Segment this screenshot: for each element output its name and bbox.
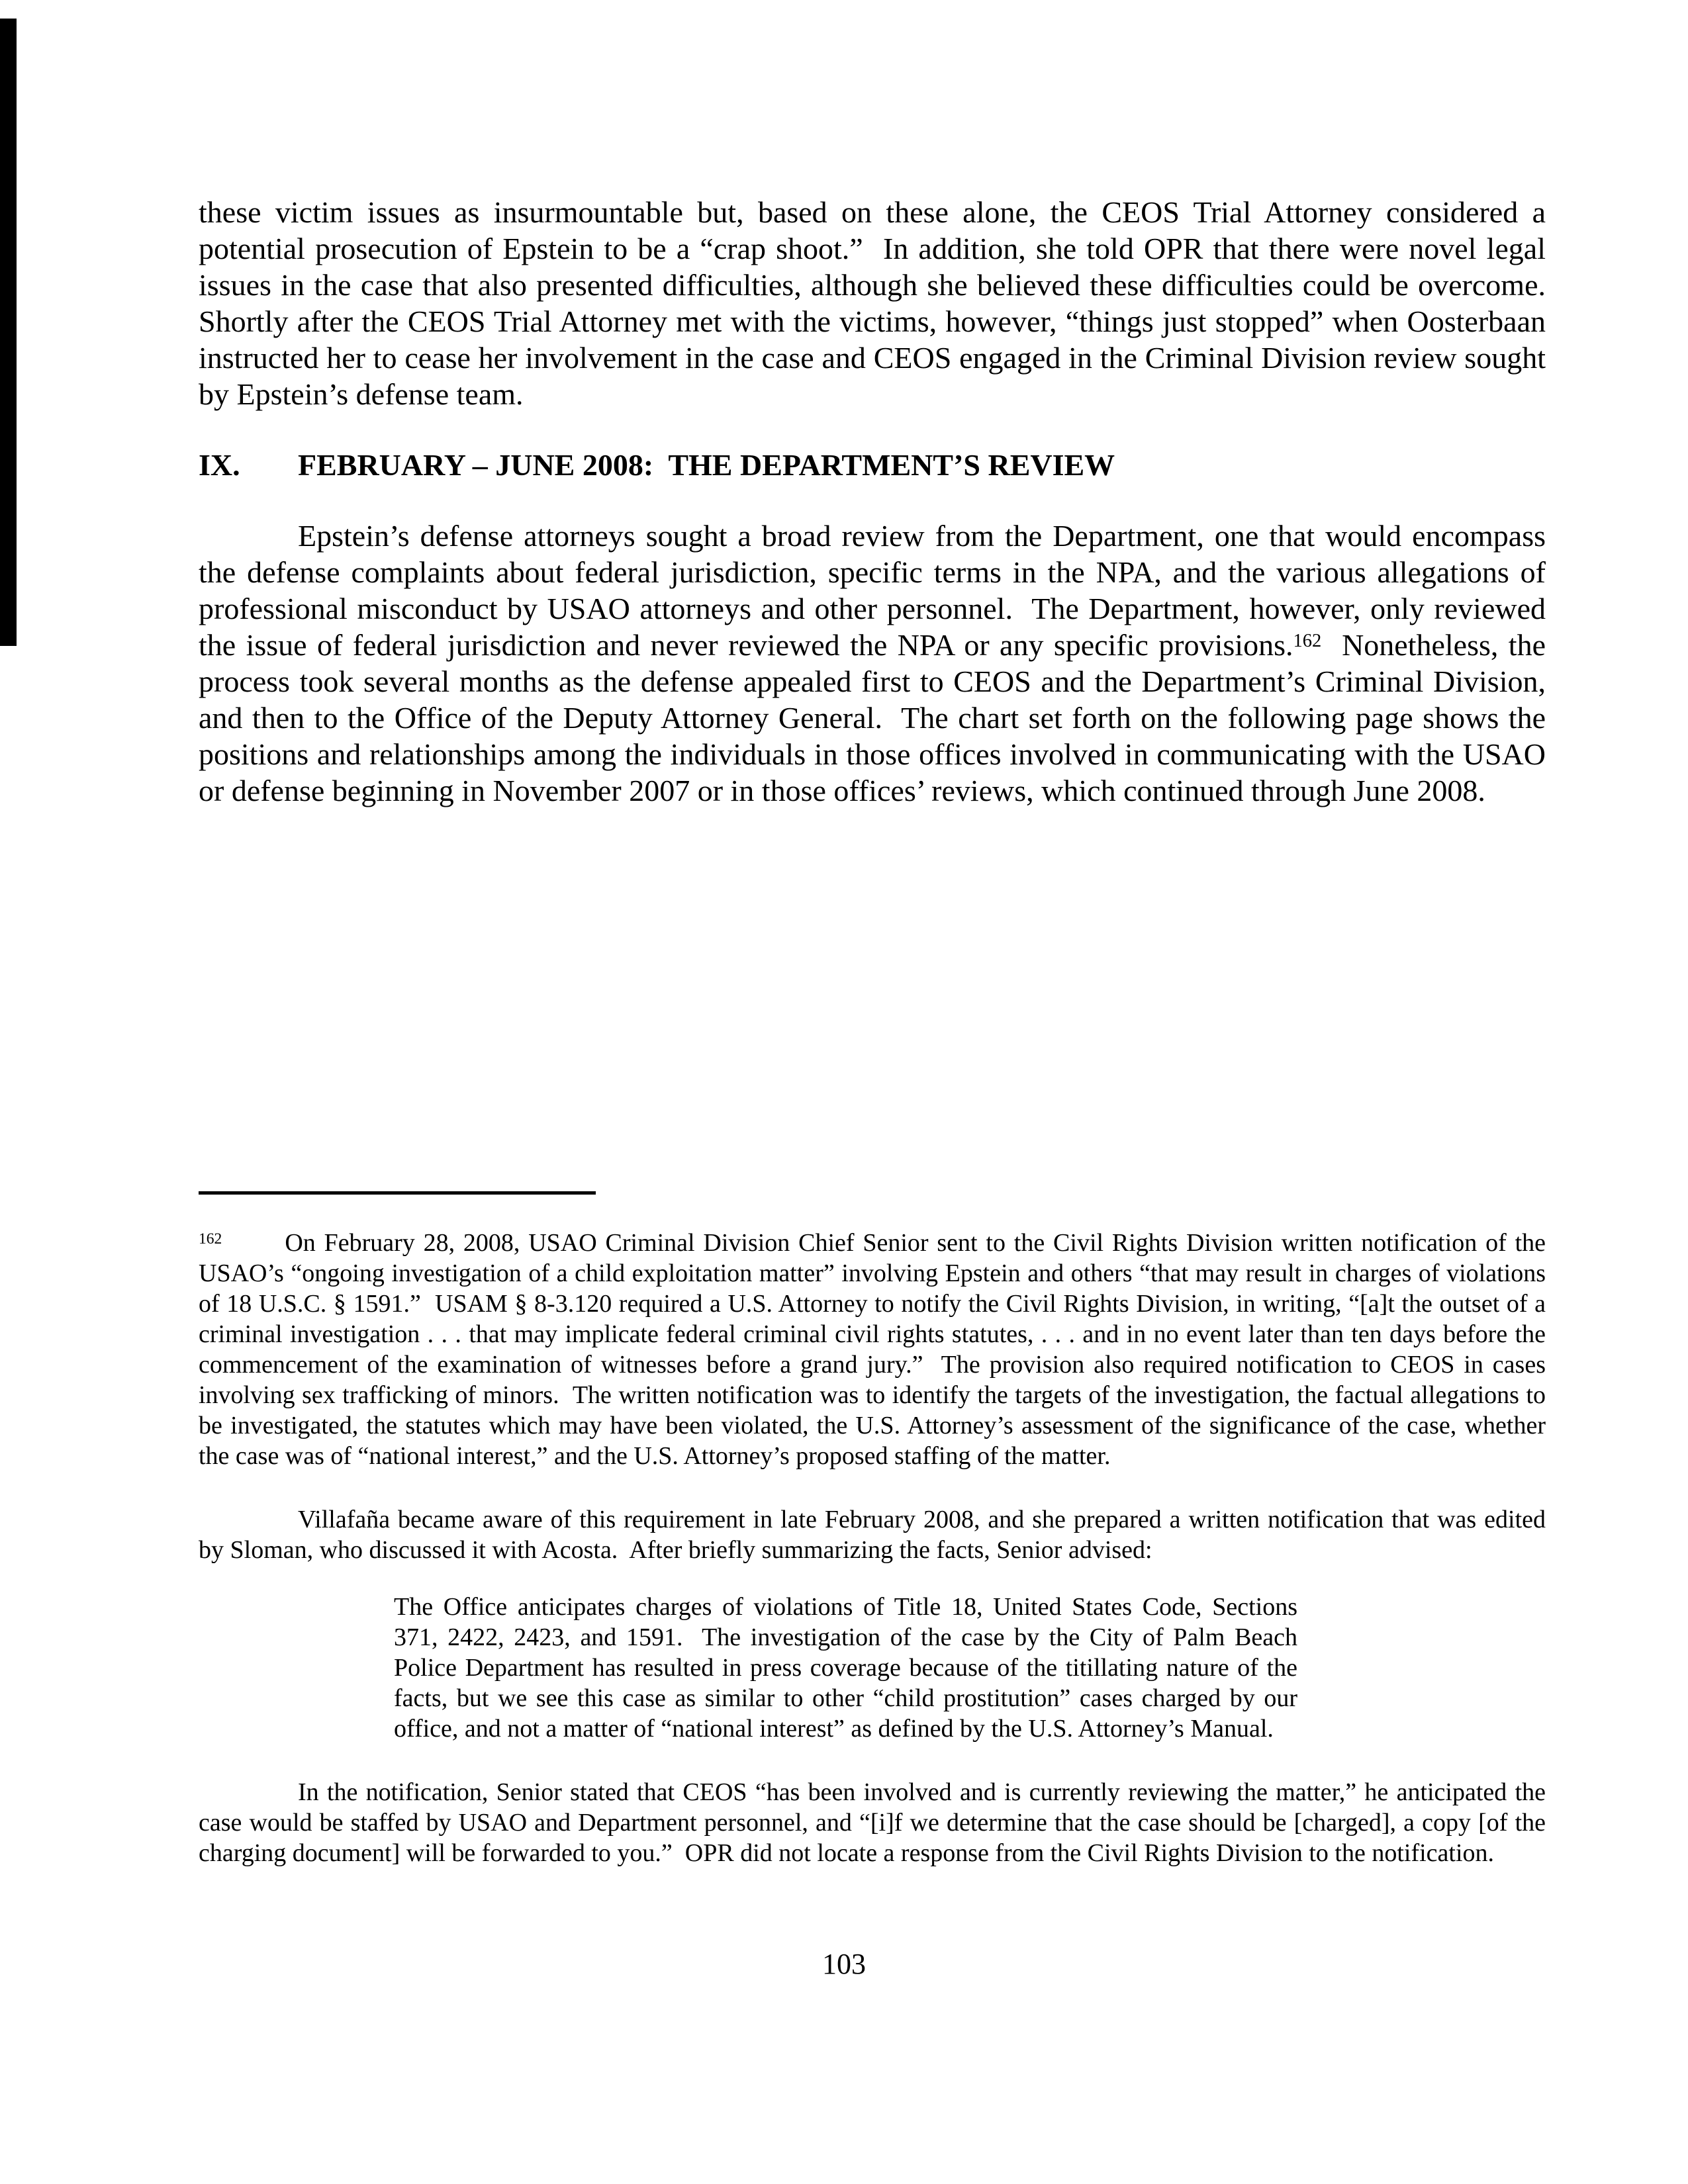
footnote-reference-162: 162 xyxy=(1293,631,1322,652)
footnote-162-paragraph-1 xyxy=(199,1228,1552,1471)
footnote-162-text: On February 28, 2008, USAO Criminal Division Chief Senior sent to the Civil Rights Division written notification of the USAO’s “ongoing investigation of a child exploitation matter” involving Epstein and others “that may result in charges of violations of 18 U.S.C. § 1591.” USAM § 8-3.120 required a U.S. Attorney to notify the Civil Rights Division, in writing, “[a]t the outset of a criminal investigation . . . that may implicate federal criminal civil rights statutes, . . . and in no event later than ten days before the commencement of the examination of witnesses before a grand jury.” The provision also required notification to CEOS in cases involving sex trafficking of minors. The written notification was to identify the targets of the investigation, the factual allegations to be investigated, the statutes which may have been violated, the U.S. Attorney’s assessment of the significance of the case, whether the case was of “national interest,” and the U.S. Attorney’s proposed staffing of the matter. xyxy=(199,1229,1552,1470)
footnote-162-paragraph-2: Villafaña became aware of this requirement in late February 2008, and she prepared a written notification that was edited by Sloman, who discussed it with Acosta. After briefly summarizing the facts, Senior advised: xyxy=(199,1506,1552,1564)
section-heading xyxy=(199,447,1546,483)
body-paragraph-2 xyxy=(199,518,1554,809)
body-paragraph-1: these victim issues as insurmountable but, based on these alone, the CEOS Trial Attorney considered a potential prosecution of Epstein to be a “crap shoot.” In addition, she told OPR that there were novel legal issues in the case that also presented difficulties, although she believed these difficulties could be overcome. Shortly after the CEOS Trial Attorney met with the victims, however, “things just stopped” when Oosterbaan instructed her to cease her involvement in the case and CEOS engaged in the Criminal Division review sought by Epstein’s defense team. xyxy=(199,195,1561,411)
footnote-marker-162: 162 xyxy=(199,1230,222,1248)
body-paragraph-2-text: Epstein’s defense attorneys sought a broad review from the Department, one that would encompass the defense complaints about federal jurisdiction, specific terms in the NPA, and the various allegations of professional misconduct by USAO attorneys and other personnel. The Department, however, only reviewed the issue of federal jurisdiction and never reviewed the NPA or any specific provisions. xyxy=(199,519,1554,662)
body-text-block xyxy=(199,194,1561,809)
body-paragraph-2-text-continued: Nonetheless, the process took several months as the defense appealed first to CEOS and the Department’s Criminal Division, and then to the Office of the Deputy Attorney General. The chart set forth on the following page shows the positions and relationships among the individuals in those offices involved in communicating with the USAO or defense beginning in November 2007 or in those offices’ reviews, which continued through June 2008. xyxy=(199,628,1554,807)
section-heading-title: FEBRUARY – JUNE 2008: THE DEPARTMENT’S REVIEW xyxy=(298,448,1115,482)
footnote-162-paragraph-3: In the notification, Senior stated that CEOS “has been involved and is currently reviewing the matter,” he anticipated the case would be staffed by USAO and Department personnel, and “[i]f we determine that the case should be [charged], a copy [of the charging document] will be forwarded to you.” OPR did not locate a response from the Civil Rights Division to the notification. xyxy=(199,1778,1552,1867)
scan-artifact-bar xyxy=(0,19,17,646)
page-number: 103 xyxy=(822,1948,866,1980)
footnote-block-quote: The Office anticipates charges of violations of Title 18, United States Code, Sections 371, 2422, 2423, and 1591. The investigation of the case by the City of Palm Beach Police Department has resulted in press coverage because of the titillating nature of the facts, but we see this case as similar to other “child prostitution” cases charged by our office, and not a matter of “national interest” as defined by the U.S. Attorney’s Manual. xyxy=(394,1593,1304,1743)
section-heading-number: IX. xyxy=(199,448,240,482)
footnote-separator-rule xyxy=(199,1191,596,1195)
footnote-block xyxy=(199,1191,1552,1868)
